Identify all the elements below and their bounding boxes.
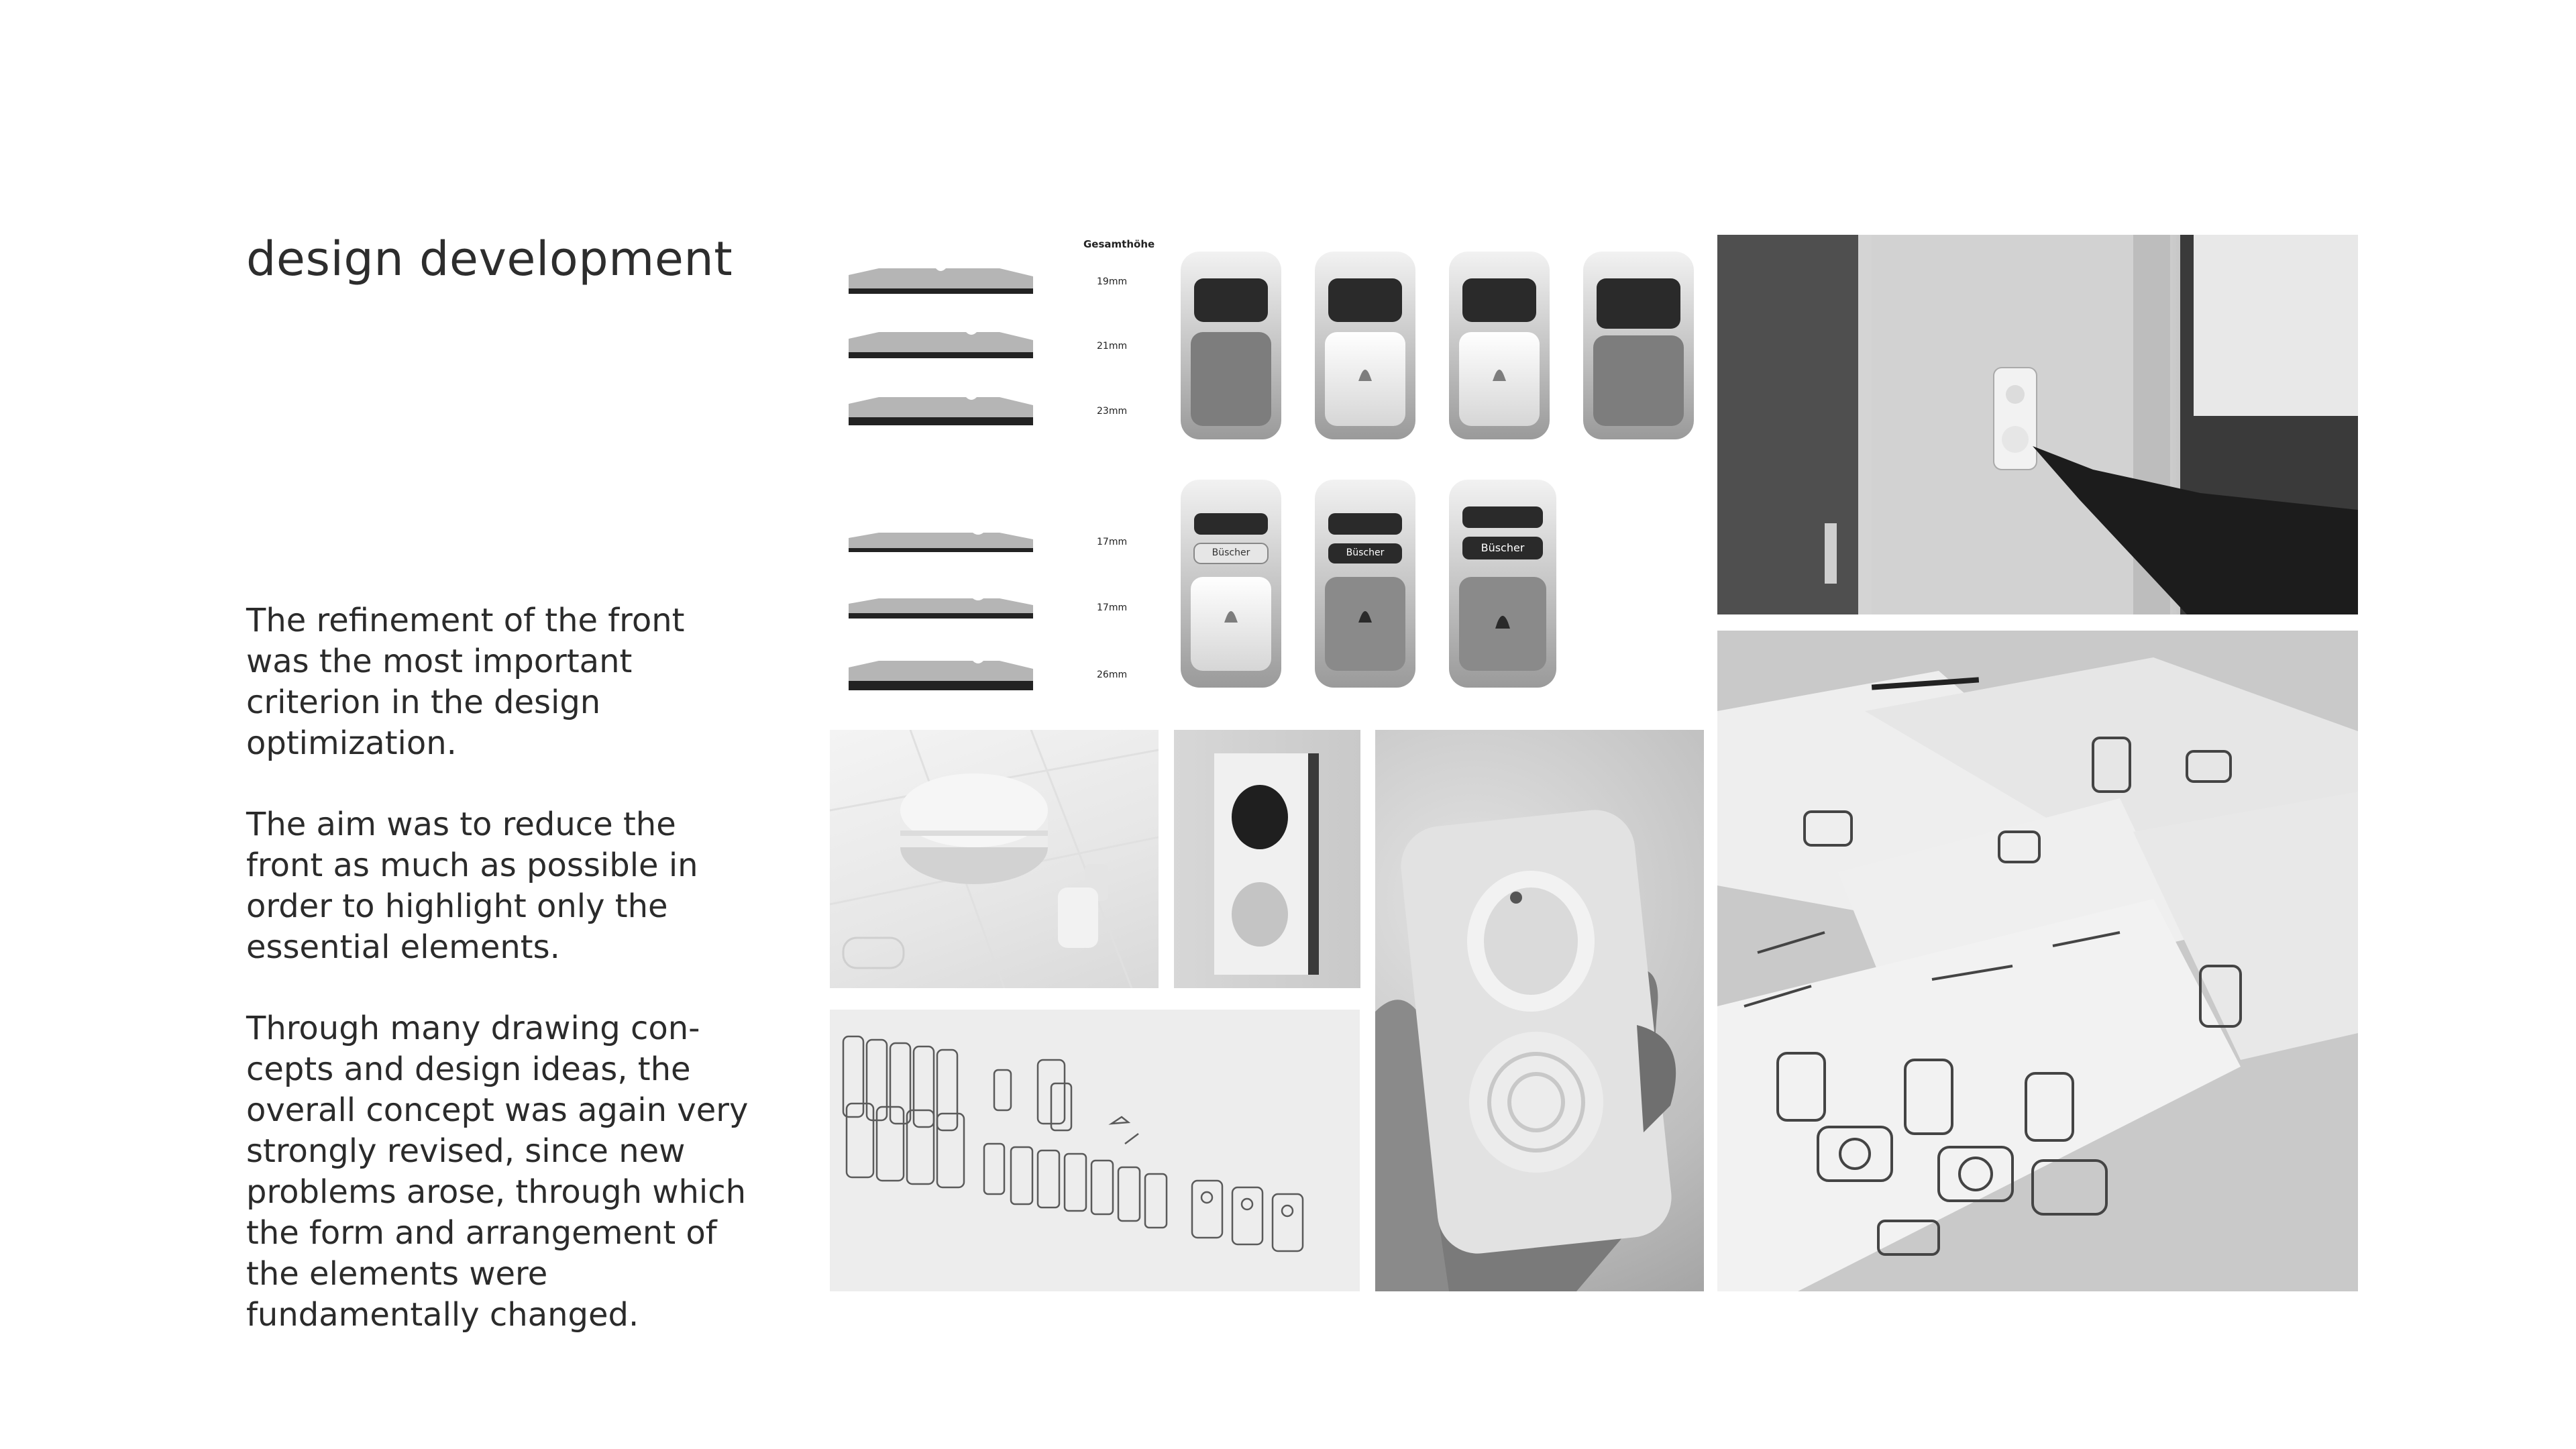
render-4 (1583, 252, 1694, 439)
doorbell-on-wall-photo (1717, 235, 2358, 614)
nameplate-label: Büscher (1212, 547, 1250, 558)
paragraph-3: Through many drawing con- cepts and design ideas, the overall concept was again very strongly revised, since new problems arose, through which the form and arrangement of the elements were fundamentally changed. (246, 1010, 749, 1334)
profile-6 (849, 661, 1033, 690)
render-3 (1449, 252, 1550, 439)
render-5 (1181, 480, 1281, 688)
line-drawing-concepts (830, 1010, 1360, 1291)
round-puck-render (830, 730, 1159, 988)
page-title: design development (246, 231, 733, 286)
description (246, 600, 756, 1376)
wall-mounted-panel-photo (1174, 730, 1360, 988)
render-7 (1449, 480, 1556, 688)
doorbell-render-grid (1177, 235, 1707, 711)
paper-sketches-photo (1717, 631, 2358, 1291)
profile-2 (849, 332, 1033, 358)
prototype-in-hand-photo (1375, 730, 1704, 1291)
profile-heading: Gesamthöhe (1083, 238, 1155, 250)
profile-1 (849, 268, 1033, 294)
render-1 (1181, 252, 1281, 439)
profile-3 (849, 397, 1033, 425)
profile-label: 17mm (1097, 537, 1128, 547)
render-2 (1315, 252, 1415, 439)
paragraph-1: The refinement of the front was the most important criterion in the design optimization. (246, 602, 685, 762)
profile-4 (849, 533, 1033, 552)
profile-label: 21mm (1097, 341, 1128, 352)
profile-label: 17mm (1097, 602, 1128, 613)
nameplate-label: Büscher (1481, 541, 1525, 554)
profile-drawings (832, 235, 1181, 711)
profile-label: 26mm (1097, 669, 1128, 680)
paragraph-2: The aim was to reduce the front as much as possible in order to highlight only the essential elements. (246, 806, 698, 966)
nameplate-label: Büscher (1346, 547, 1385, 558)
doorbell-renders-image (1177, 235, 1707, 711)
profile-5 (849, 598, 1033, 619)
profile-sections-image (832, 235, 1181, 711)
profile-label: 19mm (1097, 276, 1128, 287)
profile-label: 23mm (1097, 406, 1128, 417)
render-6 (1315, 480, 1415, 688)
